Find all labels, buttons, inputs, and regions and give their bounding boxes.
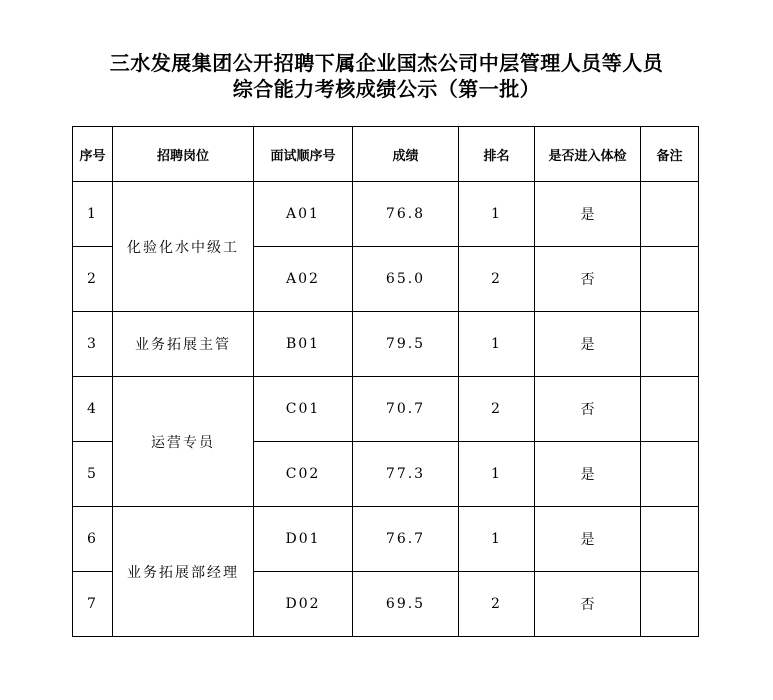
cell-seq: 2 xyxy=(73,247,113,312)
table-row xyxy=(73,377,699,442)
cell-rank: 1 xyxy=(459,442,535,507)
cell-seq: 3 xyxy=(73,312,113,377)
cell-position: 化验化水中级工 xyxy=(113,182,254,312)
cell-exam: 是 xyxy=(535,442,641,507)
header-rank: 排名 xyxy=(459,127,535,182)
cell-order: B01 xyxy=(254,312,353,377)
cell-rank: 2 xyxy=(459,247,535,312)
cell-note xyxy=(641,572,699,637)
cell-score: 70.7 xyxy=(353,377,459,442)
cell-rank: 1 xyxy=(459,507,535,572)
table-row xyxy=(73,507,699,572)
cell-order: C01 xyxy=(254,377,353,442)
cell-order: D02 xyxy=(254,572,353,637)
cell-rank: 1 xyxy=(459,182,535,247)
cell-seq: 7 xyxy=(73,572,113,637)
cell-order: D01 xyxy=(254,507,353,572)
cell-note xyxy=(641,247,699,312)
cell-score: 76.7 xyxy=(353,507,459,572)
header-position: 招聘岗位 xyxy=(113,127,254,182)
cell-exam: 是 xyxy=(535,182,641,247)
cell-note xyxy=(641,182,699,247)
header-score: 成绩 xyxy=(353,127,459,182)
cell-exam: 是 xyxy=(535,507,641,572)
cell-note xyxy=(641,312,699,377)
cell-order: C02 xyxy=(254,442,353,507)
header-physical-exam: 是否进入体检 xyxy=(535,127,641,182)
header-interview-order: 面试顺序号 xyxy=(254,127,353,182)
cell-score: 77.3 xyxy=(353,442,459,507)
cell-exam: 否 xyxy=(535,377,641,442)
cell-order: A02 xyxy=(254,247,353,312)
cell-position: 业务拓展部经理 xyxy=(113,507,254,637)
document-title-line2: 综合能力考核成绩公示（第一批） xyxy=(232,77,541,101)
cell-score: 76.8 xyxy=(353,182,459,247)
cell-score: 69.5 xyxy=(353,572,459,637)
document-title-line1: 三水发展集团公开招聘下属企业国杰公司中层管理人员等人员 xyxy=(109,51,664,75)
cell-exam: 否 xyxy=(535,572,641,637)
cell-position: 运营专员 xyxy=(113,377,254,507)
score-table xyxy=(72,126,699,637)
cell-note xyxy=(641,507,699,572)
cell-rank: 2 xyxy=(459,572,535,637)
cell-rank: 2 xyxy=(459,377,535,442)
cell-seq: 6 xyxy=(73,507,113,572)
cell-seq: 5 xyxy=(73,442,113,507)
cell-note xyxy=(641,442,699,507)
cell-note xyxy=(641,377,699,442)
cell-seq: 4 xyxy=(73,377,113,442)
header-note: 备注 xyxy=(641,127,699,182)
table-row xyxy=(73,312,699,377)
cell-score: 65.0 xyxy=(353,247,459,312)
cell-seq: 1 xyxy=(73,182,113,247)
cell-rank: 1 xyxy=(459,312,535,377)
header-seq: 序号 xyxy=(73,127,113,182)
header-row xyxy=(73,127,699,182)
table-row xyxy=(73,182,699,247)
cell-score: 79.5 xyxy=(353,312,459,377)
cell-exam: 是 xyxy=(535,312,641,377)
cell-exam: 否 xyxy=(535,247,641,312)
cell-position: 业务拓展主管 xyxy=(113,312,254,377)
cell-order: A01 xyxy=(254,182,353,247)
